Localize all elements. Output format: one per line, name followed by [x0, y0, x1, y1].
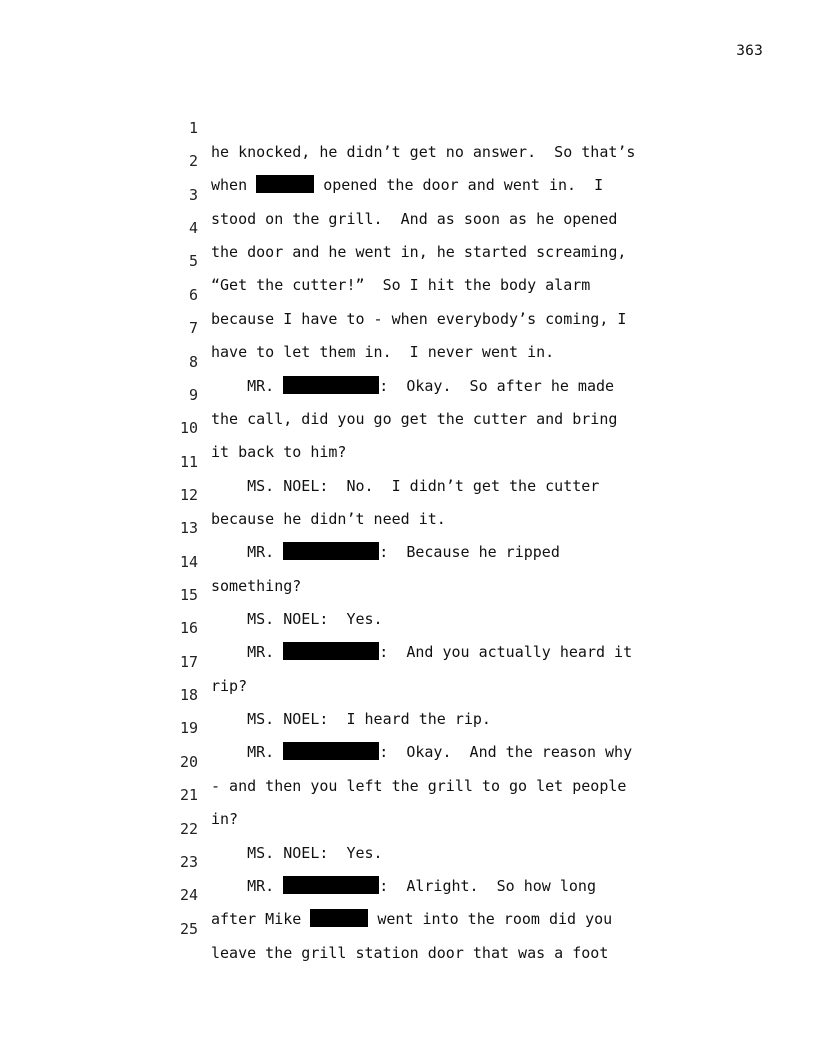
line-text-segment: MR. [211, 643, 284, 662]
transcript-line [0, 225, 816, 295]
line-number: 21 [179, 786, 198, 805]
transcript-line [0, 125, 816, 195]
line-text-segment: rip? [211, 676, 248, 695]
transcript-body [0, 92, 816, 962]
line-number: 13 [179, 519, 198, 538]
line-number: 25 [179, 919, 198, 938]
line-text-segment: MS. NOEL: I heard the rip. [211, 710, 491, 729]
transcript-line [0, 359, 816, 428]
transcript-line [0, 192, 816, 262]
line-text-segment: something? [211, 576, 302, 595]
line-text-segment: MS. NOEL: Yes. [211, 843, 383, 862]
line-text-segment: stood on the grill. And as soon as he opened [211, 209, 618, 228]
line-number: 16 [179, 619, 198, 638]
line-text-segment: when [211, 176, 257, 195]
line-number: 23 [179, 852, 198, 871]
line-number: 5 [188, 252, 198, 271]
line-text-segment: in? [211, 810, 239, 829]
line-number: 12 [179, 485, 198, 504]
line-text-segment: after Mike [211, 910, 311, 929]
line-text-segment: “Get the cutter!” So I hit the body alarm [211, 276, 591, 295]
line-text-segment: have to let them in. I never went in. [211, 343, 555, 362]
line-text-segment: MR. [211, 543, 284, 562]
transcript-line [0, 526, 816, 595]
line-text-segment: MR. [211, 376, 284, 395]
line-text-segment: because he didn’t need it. [211, 509, 446, 528]
line-text-segment: - and then you left the grill to go let people [211, 776, 627, 795]
line-number: 14 [179, 552, 198, 571]
line-number: 24 [179, 886, 198, 905]
line-text-segment: because I have to - when everybody’s coming, I [211, 309, 627, 328]
line-number: 10 [179, 419, 198, 438]
line-text-segment: : Okay. So after he made [379, 376, 615, 395]
transcript-line [0, 459, 816, 528]
line-number: 22 [179, 819, 198, 838]
page-number: 363 [736, 43, 763, 59]
line-number: 9 [188, 385, 198, 404]
transcript-line [0, 292, 816, 362]
line-text-segment: : Alright. So how long [379, 876, 596, 895]
line-number: 17 [179, 652, 198, 671]
line-text-segment: : And you actually heard it [379, 643, 633, 662]
line-text-segment: went into the room did you [368, 910, 613, 929]
transcript-line [0, 626, 816, 695]
line-text-segment: : Because he ripped [379, 543, 560, 562]
line-number: 2 [188, 152, 198, 171]
line-number: 11 [179, 452, 198, 471]
transcript-line [0, 326, 816, 395]
line-text-segment: the door and he went in, he started screaming, [211, 243, 627, 262]
line-text-segment: MR. [211, 876, 284, 895]
transcript-line [0, 826, 816, 895]
transcript-line [0, 726, 816, 795]
line-number: 7 [188, 319, 198, 338]
line-number: 18 [179, 686, 198, 705]
line-number: 3 [188, 185, 198, 204]
transcript-line [0, 92, 816, 161]
line-text-segment: MR. [211, 743, 284, 762]
line-text [211, 941, 608, 965]
line-text-segment: MS. NOEL: Yes. [211, 610, 383, 629]
transcript-line [0, 159, 816, 228]
line-number: 20 [179, 752, 198, 771]
line-number: 15 [179, 586, 198, 605]
line-number: 19 [179, 719, 198, 738]
transcript-line [0, 893, 816, 962]
line-text-segment: opened the door and went in. I [323, 176, 604, 195]
line-number: 6 [188, 285, 198, 304]
line-text-segment: the call, did you go get the cutter and bring [211, 409, 618, 428]
line-text-segment: leave the grill station door that was a foot [211, 943, 609, 962]
line-number: 1 [188, 119, 198, 137]
line-text-segment: : Okay. And the reason why [379, 743, 633, 762]
line-text-segment: it back to him? [211, 443, 347, 462]
line-number: 4 [188, 219, 198, 238]
line-text-segment: he knocked, he didn’t get no answer. So that’s [211, 143, 636, 161]
line-text-segment: MS. NOEL: No. I didn’t get the cutter [211, 476, 600, 495]
line-number: 8 [188, 352, 198, 371]
transcript-line [0, 259, 816, 328]
